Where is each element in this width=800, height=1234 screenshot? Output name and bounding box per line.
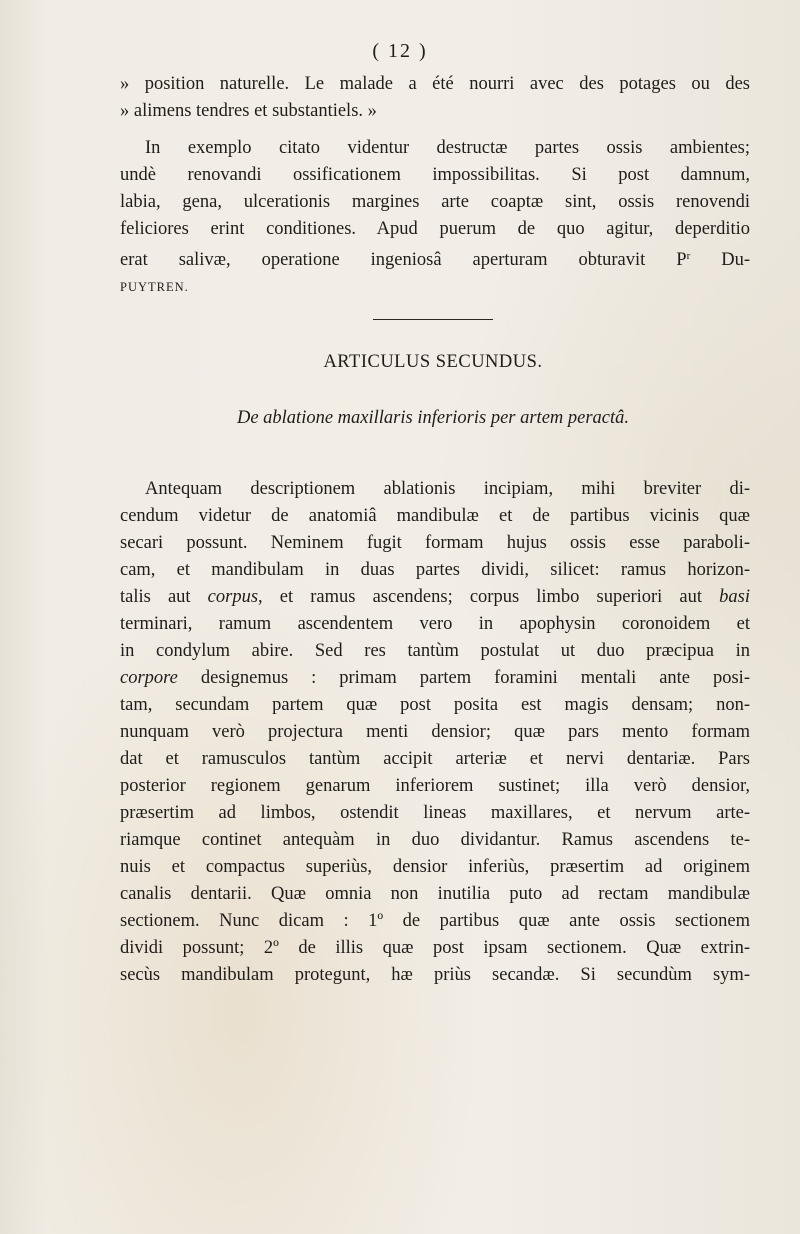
text-line: » position naturelle. Le malade a été nourri avec des potages ou des (120, 74, 750, 94)
text-line: tam, secundam partem quæ post posita est magis densam; non- (120, 695, 750, 715)
text-line: nunquam verò projectura menti densior; quæ pars mento formam (120, 722, 750, 742)
text-line: Antequam descriptionem ablationis incipiam, mihi breviter di- (145, 479, 750, 499)
text-line: riamque continet antequàm in duo dividantur. Ramus ascendens te- (120, 830, 750, 850)
text-line: dividi possunt; 2º de illis quæ post ipsam sectionem. Quæ extrin- (120, 938, 750, 958)
text-line: canalis dentarii. Quæ omnia non inutilia puto ad rectam mandibulæ (120, 884, 750, 904)
text-segment: erat salivæ, operatione ingeniosâ aperturam obturavit (120, 250, 646, 270)
text-line: secùs mandibulam protegunt, hæ priùs secandæ. Si secundùm sym- (120, 965, 750, 985)
page-number: ( 12 ) (372, 40, 428, 62)
section-heading: ARTICULUS SECUNDUS. (323, 352, 543, 372)
text-line: secari possunt. Neminem fugit formam hujus ossis esse paraboli- (120, 533, 750, 553)
text-line: nuis et compactus superiùs, densior inferiùs, præsertim ad originem (120, 857, 750, 877)
paragraph-2 (120, 476, 750, 989)
text-line: in condylum abire. Sed res tantùm postulat ut duo præcipua in (120, 641, 750, 661)
text-line: labia, gena, ulcerationis margines arte coaptæ sint, ossis renovendi (120, 192, 750, 212)
italic-term-corpore: corpore (120, 668, 178, 688)
quote-continuation (120, 71, 750, 125)
title-superscript: r (686, 250, 691, 262)
section-subheading: De ablatione maxillaris inferioris per artem peractâ. (236, 408, 630, 428)
text-line: præsertim ad limbos, ostendit lineas maxillares, et nervum arte- (120, 803, 750, 823)
section-divider (373, 319, 493, 320)
text-line: cam, et mandibulam in duas partes dividi, silicet: ramus horizon- (120, 560, 750, 580)
text-line: feliciores erint conditiones. Apud puerum de quo agitur, deperditio (120, 219, 750, 239)
text-line: cendum videtur de anatomiâ mandibulæ et de partibus vicinis quæ (120, 506, 750, 526)
surname-end: PUYTREN. (120, 280, 189, 294)
text-line (120, 665, 750, 692)
text-line: terminari, ramum ascendentem vero in apophysin coronoidem et (120, 614, 750, 634)
text-line: posterior regionem genarum inferiorem sustinet; illa verò densior, (120, 776, 750, 796)
text-line: dat et ramusculos tantùm accipit arteriæ et nervi dentariæ. Pars (120, 749, 750, 769)
italic-term-basi: basi (719, 587, 750, 607)
text-segment: designemus : primam partem foramini mentali ante posi- (177, 668, 750, 688)
text-segment: , et ramus ascendens; corpus limbo superiori aut (258, 587, 720, 607)
text-line: undè renovandi ossificationem impossibilitas. Si post damnum, (120, 165, 750, 185)
text-line (120, 243, 750, 274)
italic-term-corpus: corpus (207, 587, 259, 607)
text-line: In exemplo citato videntur destructæ partes ossis ambientes; (145, 138, 750, 158)
surname-start: Du- (690, 250, 750, 270)
text-line: sectionem. Nunc dicam : 1º de partibus quæ ante ossis sectionem (120, 911, 750, 931)
text-line (120, 584, 750, 611)
paragraph-1 (120, 135, 750, 301)
text-line: » alimens tendres et substantiels. » (120, 101, 377, 121)
text-segment: talis aut (120, 587, 208, 607)
title-abbreviation: P (676, 250, 687, 270)
